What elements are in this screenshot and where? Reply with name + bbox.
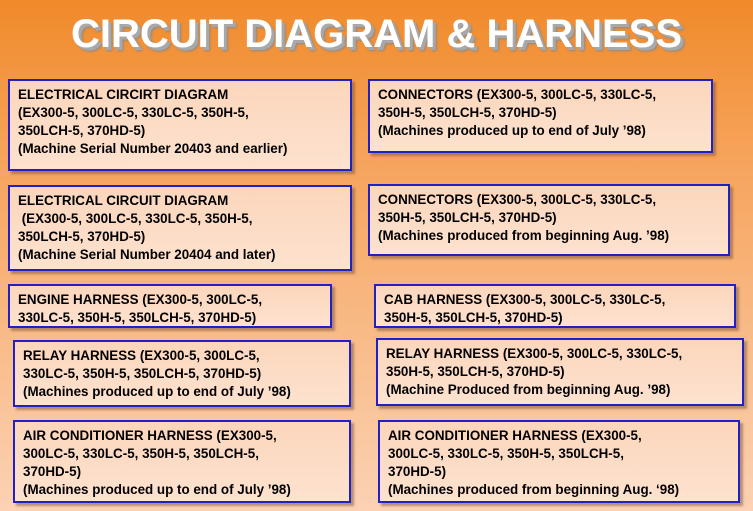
box-line: (Machine Serial Number 20404 and later) — [18, 247, 276, 262]
box-line: (Machines produced up to end of July ’98) — [378, 123, 646, 138]
box-line: 350H-5, 350LCH-5, 370HD-5) — [378, 105, 557, 120]
box-line: 370HD-5) — [388, 464, 447, 479]
box-line: 330LC-5, 350H-5, 350LCH-5, 370HD-5) — [18, 310, 257, 325]
link-relay-harness-late[interactable] — [376, 338, 744, 406]
box-line: AIR CONDITIONER HARNESS (EX300-5, — [23, 428, 277, 443]
link-connectors-early[interactable] — [368, 79, 713, 153]
link-air-conditioner-harness-late[interactable] — [378, 420, 740, 503]
box-line: 330LC-5, 350H-5, 350LCH-5, 370HD-5) — [23, 366, 262, 381]
page-title: CIRCUIT DIAGRAM & HARNESS — [70, 12, 683, 56]
link-electrical-circuit-diagram-early[interactable] — [8, 79, 352, 171]
box-line: AIR CONDITIONER HARNESS (EX300-5, — [388, 428, 642, 443]
box-line: (EX300-5, 300LC-5, 330LC-5, 350H-5, — [18, 211, 253, 226]
box-line: (Machine Produced from beginning Aug. ’98) — [386, 382, 671, 397]
box-line: 350LCH-5, 370HD-5) — [18, 123, 146, 138]
link-cab-harness[interactable] — [374, 284, 736, 328]
box-line: (Machines produced up to end of July ’98) — [23, 384, 291, 399]
box-line: CAB HARNESS (EX300-5, 300LC-5, 330LC-5, — [384, 292, 666, 307]
box-line: (Machine Serial Number 20403 and earlier) — [18, 141, 288, 156]
link-electrical-circuit-diagram-late[interactable] — [8, 185, 352, 271]
link-relay-harness-early[interactable] — [13, 340, 351, 407]
box-line: (Machines produced from beginning Aug. ‘98) — [388, 482, 680, 497]
box-line: 350H-5, 350LCH-5, 370HD-5) — [384, 310, 563, 325]
box-line: 370HD-5) — [23, 464, 82, 479]
box-line: (Machines produced up to end of July ’98) — [23, 482, 291, 497]
link-engine-harness[interactable] — [8, 284, 332, 328]
box-line: RELAY HARNESS (EX300-5, 300LC-5, — [23, 348, 260, 363]
box-line: 350LCH-5, 370HD-5) — [18, 229, 146, 244]
box-line: 350H-5, 350LCH-5, 370HD-5) — [386, 364, 565, 379]
box-line: 350H-5, 350LCH-5, 370HD-5) — [378, 210, 557, 225]
box-line: RELAY HARNESS (EX300-5, 300LC-5, 330LC-5, — [386, 346, 683, 361]
link-air-conditioner-harness-early[interactable] — [13, 420, 351, 503]
box-line: (EX300-5, 300LC-5, 330LC-5, 350H-5, — [18, 105, 249, 120]
box-line: CONNECTORS (EX300-5, 300LC-5, 330LC-5, — [378, 87, 657, 102]
box-line: 300LC-5, 330LC-5, 350H-5, 350LCH-5, — [388, 446, 624, 461]
box-line: CONNECTORS (EX300-5, 300LC-5, 330LC-5, — [378, 192, 657, 207]
box-line: 300LC-5, 330LC-5, 350H-5, 350LCH-5, — [23, 446, 259, 461]
box-line: ENGINE HARNESS (EX300-5, 300LC-5, — [18, 292, 263, 307]
box-line: ELECTRICAL CIRCUIT DIAGRAM — [18, 193, 229, 208]
box-line: ELECTRICAL CIRCIRT DIAGRAM — [18, 87, 229, 102]
box-line: (Machines produced from beginning Aug. ’98) — [378, 228, 670, 243]
link-connectors-late[interactable] — [368, 184, 730, 256]
